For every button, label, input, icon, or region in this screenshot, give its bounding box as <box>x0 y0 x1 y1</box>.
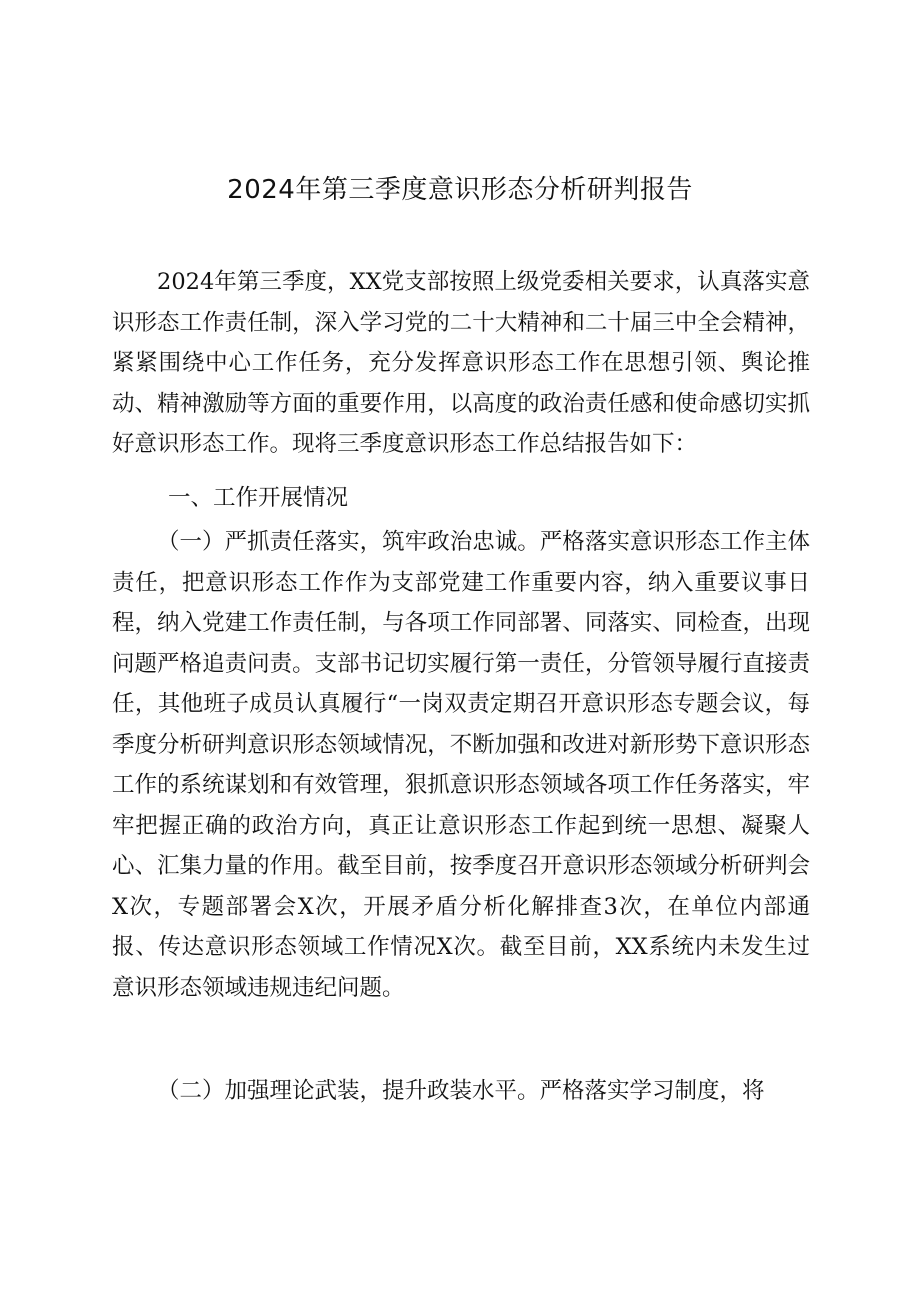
section-1-paragraph-1: （一）严抓责任落实，筑牢政治忠诚。严格落实意识形态工作主体责任，把意识形态工作作为支部党建工作重要内容，纳入重要议事日程，纳入党建工作责任制，与各项工作同部署、同落实、同检查，出现问题严格追责问责。支部书记切实履行第一责任，分管领导履行直接责任，其他班子成员认真履行“一岗双责定期召开意识形态专题会议，每季度分析研判意识形态领域情况，不断加强和改进对新形势下意识形态工作的系统谋划和有效管理，狠抓意识形态领域各项工作任务落实，牢牢把握正确的政治方向，真正让意识形态工作起到统一思想、凝聚人心、汇集力量的作用。截至目前，按季度召开意识形态领域分析研判会X次，专题部署会X次，开展矛盾分析化解排查3次，在单位内部通报、传达意识形态领域工作情况X次。截至目前，XX系统内未发生过意识形态领域违规违纪问题。 <box>112 529 810 1001</box>
section-1-paragraph-2: （二）加强理论武装，提升政装水平。严格落实学习制度，将 <box>157 1078 765 1104</box>
section-heading: 一、工作开展情况 <box>168 485 349 511</box>
document-title: 2024年第三季度意识形态分析研判报告 <box>227 175 693 205</box>
intro-paragraph: 2024年第三季度，XX党支部按照上级党委相关要求，认真落实意识形态工作责任制，深入学习党的二十大精神和二十届三中全会精神，紧紧围绕中心工作任务，充分发挥意识形态工作在思想引领、舆论推动、精神激励等方面的重要作用，以高度的政治责任感和使命感切实抓好意识形态工作。现将三季度意识形态工作总结报告如下： <box>112 269 810 457</box>
